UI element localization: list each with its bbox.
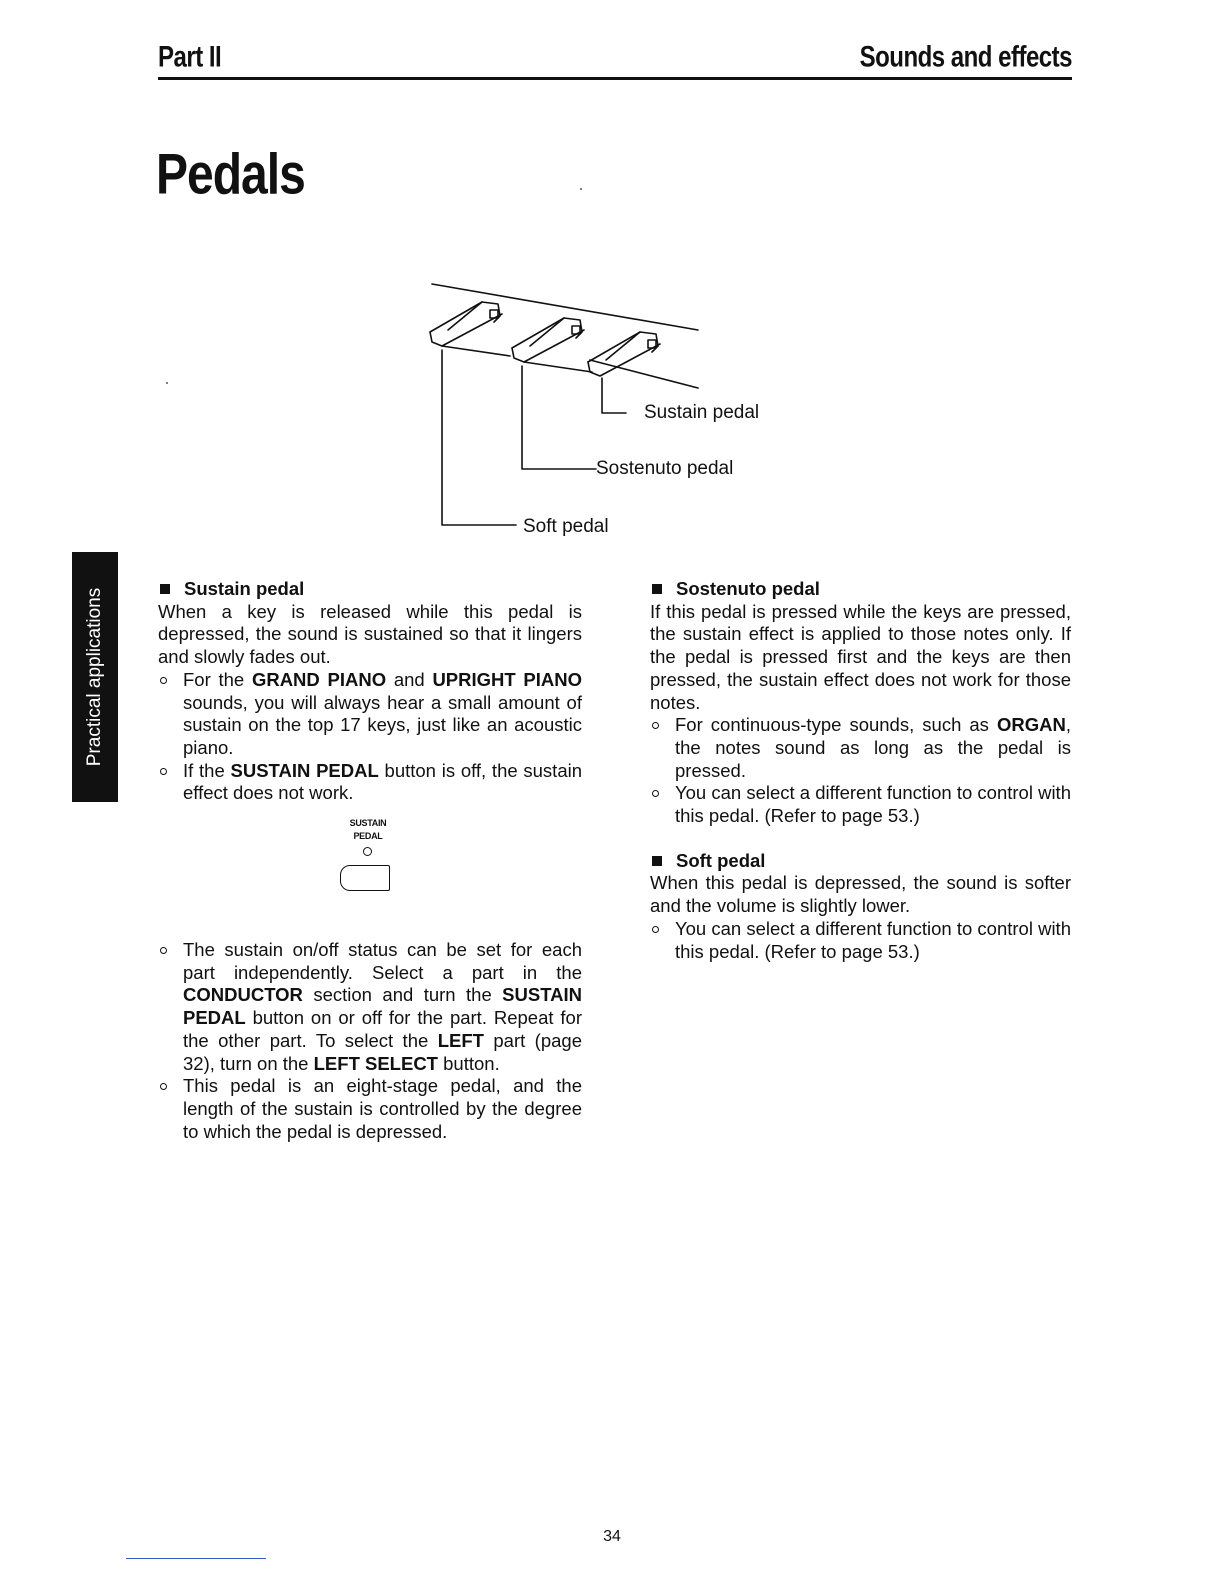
- list-item: The sustain on/off status can be set for each part independently. Select a part in the CONDUCTOR section and turn the SUSTAIN PEDAL button on or off for the part. Repeat for the other part. To select the LEFT part (page 32), turn on the LEFT SELECT button.: [158, 939, 582, 1075]
- circle-bullet-icon: [160, 677, 167, 684]
- soft-bullets: [650, 918, 1071, 963]
- list-item: If the SUSTAIN PEDAL button is off, the sustain effect does not work.: [158, 760, 582, 805]
- header-rule: [158, 77, 1072, 80]
- sustain-bullets: [158, 669, 582, 805]
- sustain-pedal-label: Sustain pedal: [644, 402, 760, 423]
- list-item: For continuous-type sounds, such as ORGAN, the notes sound as long as the pedal is pressed.: [650, 714, 1071, 782]
- soft-heading: Soft pedal: [650, 850, 1071, 873]
- scan-speck: [166, 382, 168, 384]
- sostenuto-leader-line: [522, 366, 596, 469]
- sustain-pedal-button-icon: [340, 865, 390, 891]
- sustain-bullets-2: [158, 939, 582, 1143]
- circle-bullet-icon: [652, 722, 659, 729]
- sustain-leader-line: [602, 378, 626, 413]
- circle-bullet-icon: [160, 768, 167, 775]
- sostenuto-pedal-shape: [512, 318, 592, 372]
- side-tab-label: Practical applications: [84, 587, 105, 767]
- soft-leader-line: [442, 350, 516, 525]
- page-title: Pedals: [156, 143, 305, 207]
- sustain-heading: Sustain pedal: [158, 578, 582, 601]
- left-column: [158, 578, 582, 1143]
- sostenuto-pedal-label: Sostenuto pedal: [596, 458, 734, 479]
- header-part: Part II: [158, 40, 222, 74]
- footer-rule: [126, 1558, 266, 1559]
- list-item: You can select a different function to control with this pedal. (Refer to page 53.): [650, 782, 1071, 827]
- soft-pedal-label: Soft pedal: [523, 516, 609, 537]
- soft-intro: When this pedal is depressed, the sound is softer and the volume is slightly lower.: [650, 872, 1071, 917]
- pedal-diagram: [420, 270, 800, 550]
- square-bullet-icon: [160, 584, 170, 594]
- side-tab: [72, 552, 118, 802]
- scan-speck: [580, 188, 582, 190]
- led-indicator-icon: [363, 847, 372, 856]
- page-number: 34: [603, 1528, 621, 1545]
- header-section: Sounds and effects: [859, 40, 1072, 74]
- circle-bullet-icon: [652, 790, 659, 797]
- soft-pedal-shape: [430, 302, 510, 356]
- square-bullet-icon: [652, 856, 662, 866]
- list-item: You can select a different function to control with this pedal. (Refer to page 53.): [650, 918, 1071, 963]
- sustain-pedal-button-label: SUSTAIN PEDAL: [349, 818, 387, 842]
- list-item: For the GRAND PIANO and UPRIGHT PIANO sounds, you will always hear a small amount of sustain on the top 17 keys, just like an acoustic piano.: [158, 669, 582, 760]
- circle-bullet-icon: [652, 926, 659, 933]
- sustain-intro: When a key is released while this pedal is depressed, the sound is sustained so that it lingers and slowly fades out.: [158, 600, 582, 668]
- pedal-box-bottom-line: [590, 360, 698, 388]
- square-bullet-icon: [652, 584, 662, 594]
- right-column: [650, 578, 1071, 963]
- list-item: This pedal is an eight-stage pedal, and the length of the sustain is controlled by the degree to which the pedal is depressed.: [158, 1075, 582, 1143]
- sostenuto-heading: Sostenuto pedal: [650, 578, 1071, 601]
- sustain-pedal-button-illustration: [158, 805, 582, 939]
- circle-bullet-icon: [160, 947, 167, 954]
- circle-bullet-icon: [160, 1083, 167, 1090]
- sostenuto-bullets: [650, 714, 1071, 828]
- sostenuto-intro: If this pedal is pressed while the keys are pressed, the sustain effect is applied to those notes only. If the pedal is pressed first and the keys are then pressed, the sustain effect does not work for those notes.: [650, 600, 1071, 713]
